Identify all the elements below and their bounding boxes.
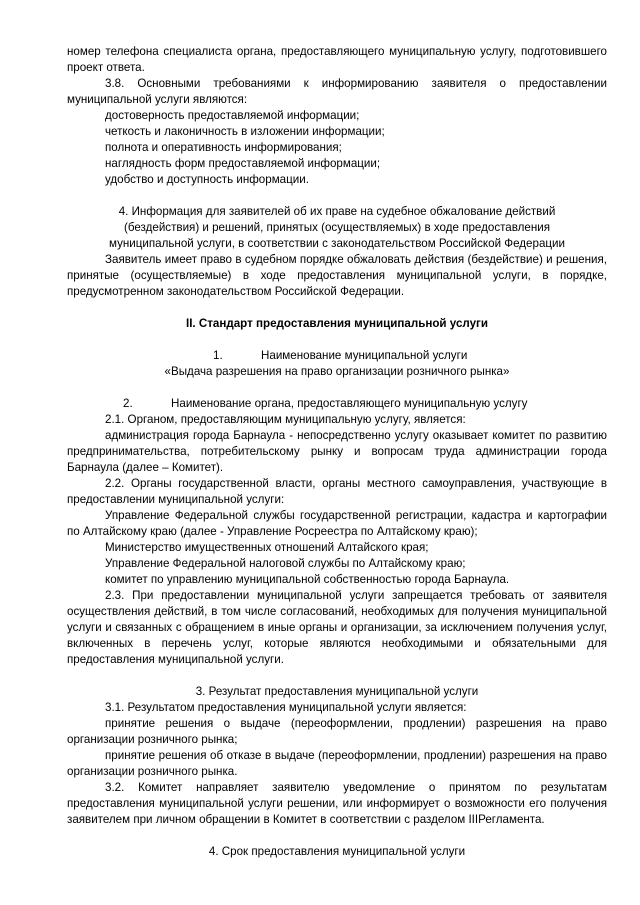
paragraph-contact: номер телефона специалиста органа, предоставляющего муниципальную услугу, подготовившего проект ответа.	[67, 45, 607, 74]
list-item: полнота и оперативность информирования;	[105, 141, 342, 154]
subsection-title: Наименование муниципальной услуги	[261, 349, 468, 362]
requirements-list	[67, 108, 607, 188]
subsection-1-heading	[67, 348, 607, 364]
paragraph-2-1-body: администрация города Барнаула - непосредственно услугу оказывает комитет по развитию предпринимательства, потребительскому рынку и вопросам труда администрации города Барнаула (далее – Комитет).	[67, 429, 607, 474]
paragraph-2-2-committee: комитет по управлению муниципальной собственностью города Барнаула.	[105, 573, 510, 586]
list-item: четкость и лаконичность в изложении информации;	[105, 125, 385, 138]
subsection-title: Наименование органа, предоставляющего муниципальную услугу	[171, 397, 528, 410]
paragraph-2-2-ministry: Министерство имущественных отношений Алтайского края;	[105, 541, 429, 554]
paragraph-2-2-tax: Управление Федеральной налоговой службы по Алтайскому краю;	[105, 557, 466, 570]
list-item: достоверность предоставляемой информации;	[105, 109, 360, 122]
section-4-heading: 4. Информация для заявителей об их праве на судебное обжалование действий (бездействия) и решений, принятых (осуществляемых) в ходе предоставления муниципальной услуги, в соответствии с законодательством Российской Федерации	[109, 205, 565, 250]
service-name: «Выдача разрешения на право организации розничного рынка»	[164, 365, 510, 378]
paragraph-3-8: 3.8. Основными требованиями к информированию заявителя о предоставлении муниципальной услуги являются:	[67, 77, 607, 106]
paragraph-2-2: 2.2. Органы государственной власти, органы местного самоуправления, участвующие в предоставлении муниципальной услуги:	[67, 477, 607, 506]
paragraph-2-3: 2.3. При предоставлении муниципальной услуги запрещается требовать от заявителя осуществления действий, в том числе согласований, необходимых для получения муниципальной услуги и связанных с обращением в иные органы и организации, за исключением получения услуг, включенных в перечень услуг, которые являются необходимыми и обязательными для предоставления муниципальной услуги.	[67, 589, 607, 666]
subsection-number: 2.	[123, 397, 133, 410]
list-item: удобство и доступность информации.	[105, 173, 309, 186]
subsection-number: 1.	[213, 349, 223, 362]
paragraph-2-2-rosreestr: Управление Федеральной службы государственной регистрации, кадастра и картографии по Алтайскому краю (далее - Управление Росреестра по Алтайскому краю);	[67, 509, 607, 538]
subsection-2-heading	[67, 396, 607, 412]
subsection-3-heading: 3. Результат предоставления муниципальной услуги	[195, 685, 479, 698]
paragraph-3-1-refusal: принятие решения об отказе в выдаче (переоформлении, продлении) разрешения на право организации розничного рынка.	[67, 749, 607, 778]
subsection-4-heading: 4. Срок предоставления муниципальной услуги	[208, 845, 466, 858]
paragraph-3-2: 3.2. Комитет направляет заявителю уведомление о принятом по результатам предоставления муниципальной услуги решении, или информирует о возможности его получения заявителем при личном обращении в Комитет в соответствии с разделом IIIРегламента.	[67, 781, 607, 826]
list-item: наглядность форм предоставляемой информации;	[105, 157, 381, 170]
section-ii-title: II. Стандарт предоставления муниципальной услуги	[185, 317, 489, 330]
paragraph-3-1: 3.1. Результатом предоставления муниципальной услуги является:	[105, 701, 467, 714]
paragraph-3-1-issue: принятие решения о выдаче (переоформлении, продлении) разрешения на право организации розничного рынка;	[67, 717, 607, 746]
paragraph-2-1: 2.1. Органом, предоставляющим муниципальную услугу, является:	[105, 413, 466, 426]
paragraph-appeal-right: Заявитель имеет право в судебном порядке обжаловать действия (бездействие) и решения, принятые (осуществляемые) в ходе предоставления муниципальной услуги, в порядке, предусмотренном законодательством Российской Федерации.	[67, 253, 607, 298]
